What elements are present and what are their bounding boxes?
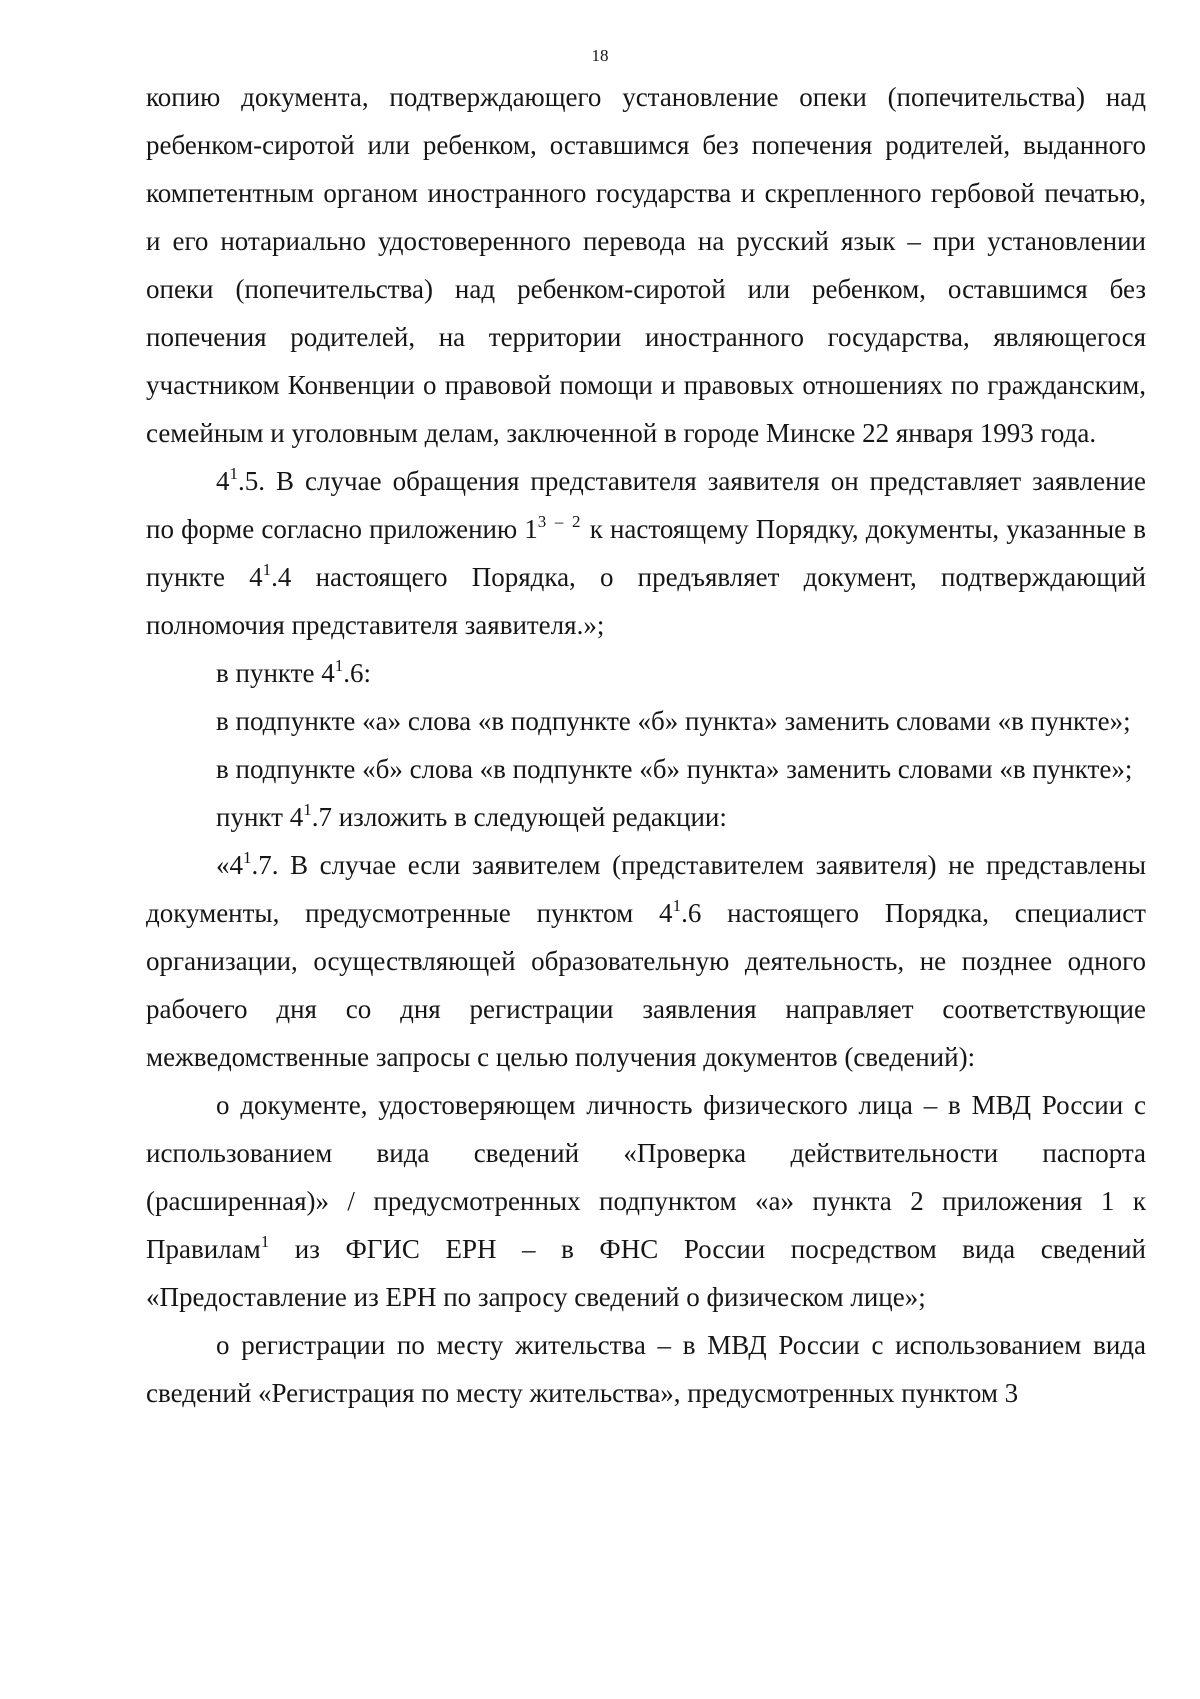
text-fragment: пункт 4 [216, 802, 304, 832]
superscript: 1 [229, 464, 238, 483]
superscript: 1 [243, 848, 252, 867]
text-fragment: «4 [216, 850, 243, 880]
superscript: 1 [672, 896, 682, 915]
paragraph-clause-4-1-7-intro [146, 793, 1146, 841]
superscript: 3 – 2 [537, 512, 583, 531]
text-fragment: в пункте 4 [216, 658, 335, 688]
text-fragment: .6: [343, 658, 371, 688]
paragraph-4-1-5 [146, 457, 1146, 649]
paragraph-in-clause-4-1-6 [146, 649, 1146, 697]
superscript: 1 [260, 1232, 270, 1251]
superscript: 1 [334, 656, 344, 675]
superscript: 1 [262, 560, 272, 579]
text-fragment: 4 [216, 466, 230, 496]
superscript: 1 [303, 800, 312, 819]
text-fragment: к настоящему Порядку, документы, указанные в пункте 4 [146, 514, 1147, 592]
text-fragment: из ФГИС ЕРН – в ФНС России посредством вида сведений «Предоставление из ЕРН по запросу сведений о физическом лице»; [146, 1234, 1146, 1312]
text-fragment: о документе, удостоверяющем личность физического лица – в МВД России с использованием вида сведений «Проверка действительности паспорта (расширенная)» / предусмотренных подпунктом «а» пункта 2 приложения 1 к Правилам [146, 1090, 1146, 1264]
text-fragment: .7 изложить в следующей редакции: [311, 802, 727, 832]
text-fragment: .4 настоящего Порядка, о предъявляет документ, подтверждающий полномочия представителя заявителя.»; [146, 562, 1146, 640]
paragraph-guardianship-document: копию документа, подтверждающего установление опеки (попечительства) над ребенком-сиротой или ребенком, оставшимся без попечения родителей, выданного компетентным органом иностранного государства и скрепленного гербовой печатью, и его нотариально удостоверенного перевода на русский язык – при установлении опеки (попечительства) над ребенком-сиротой или ребенком, оставшимся без попечения родителей, на территории иностранного государства, являющегося участником Конвенции о правовой помощи и правовых отношениях по гражданским, семейным и уголовным делам, заключенной в городе Минске 22 января 1993 года. [146, 82, 1146, 448]
paragraph-4-1-7 [146, 841, 1146, 1081]
document-body [146, 73, 1146, 1417]
paragraph-subclause-b: в подпункте «б» слова «в подпункте «б» пункта» заменить словами «в пункте»; [216, 754, 1133, 784]
text-fragment: .6 настоящего Порядка, специалист организации, осуществляющей образовательную деятельность, не позднее одного рабочего дня со дня регистрации заявления направляет соответствующие межведомственные запросы с целью получения документов (сведений): [146, 898, 1146, 1072]
text-fragment: .7. В случае если заявителем (представителем заявителя) не представлены документы, предусмотренные пунктом 4 [146, 850, 1146, 928]
paragraph-residence-registration: о регистрации по месту жительства – в МВД России с использованием вида сведений «Регистрация по месту жительства», предусмотренных пунктом 3 [146, 1330, 1146, 1408]
text-fragment: .5. В случае обращения представителя заявителя он представляет заявление по форме согласно приложению 1 [146, 466, 1146, 544]
page-number: 18 [591, 46, 609, 65]
paragraph-subclause-a: в подпункте «а» слова «в подпункте «б» пункта» заменить словами «в пункте»; [216, 706, 1131, 736]
paragraph-identity-document [146, 1081, 1146, 1321]
